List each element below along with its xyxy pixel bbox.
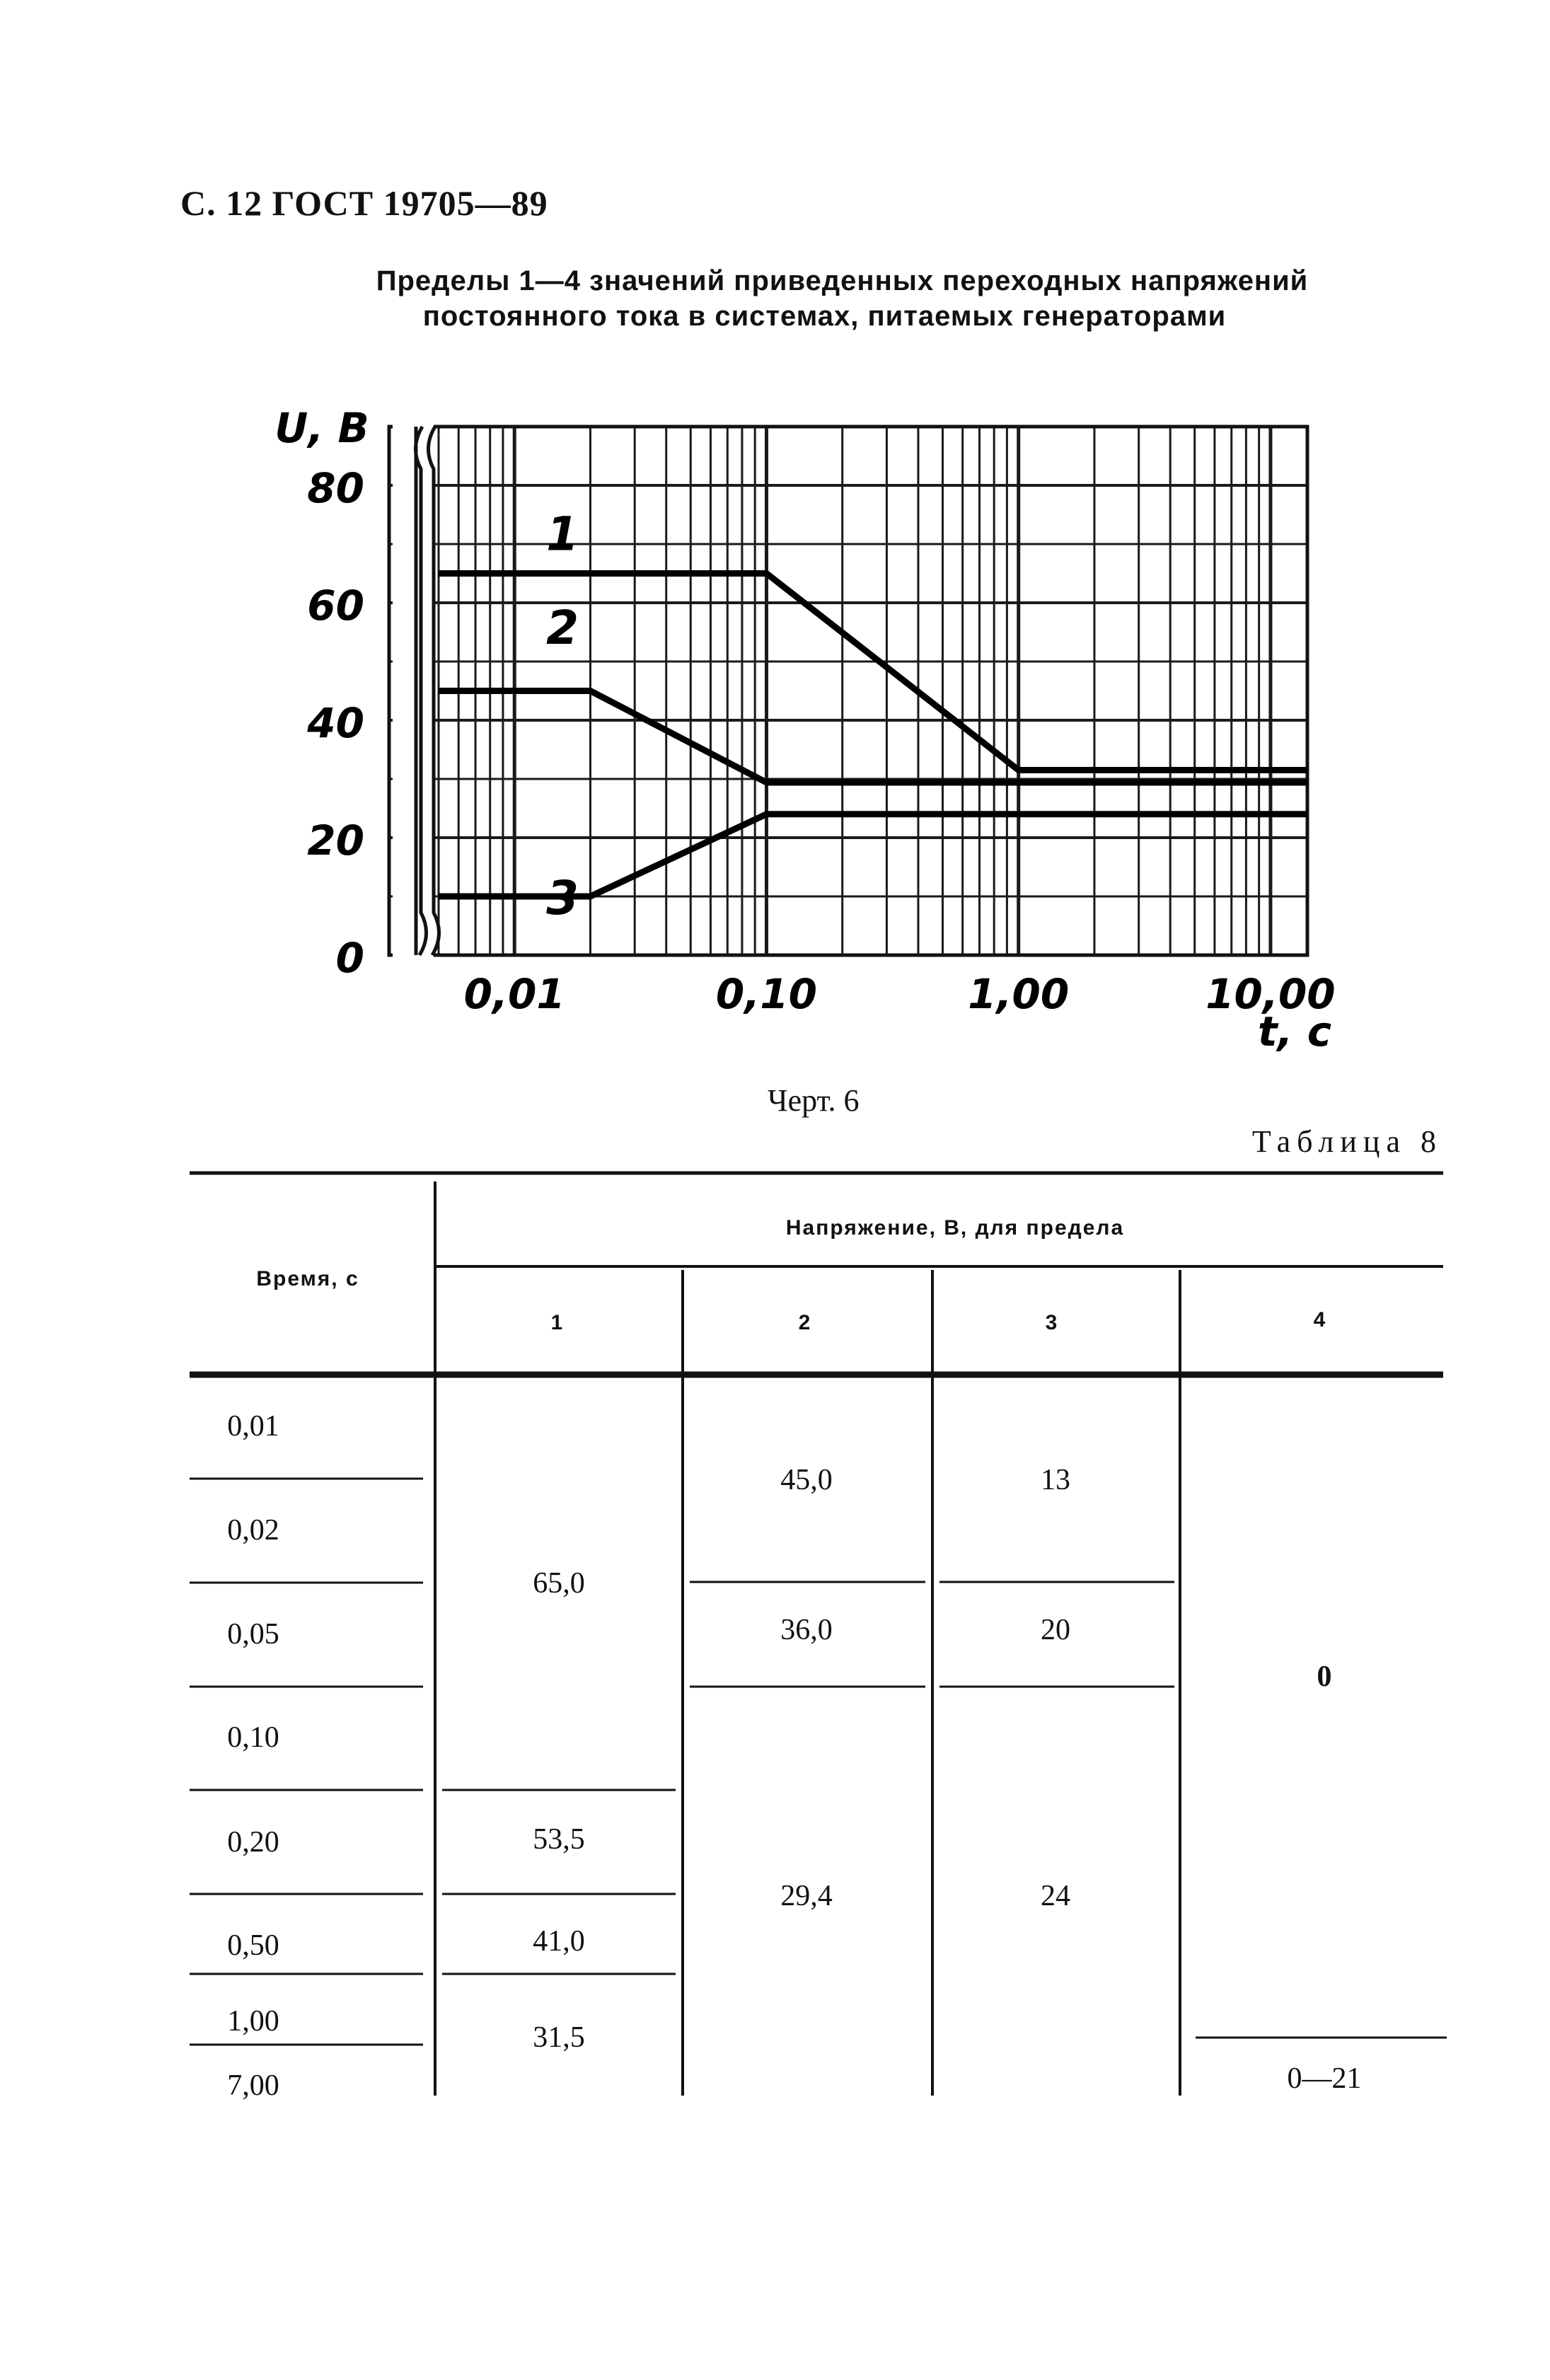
x-tick-label: 0,01 (463, 970, 565, 1018)
limit-header-2: 2 (798, 1311, 812, 1334)
limit-header-1: 1 (550, 1311, 565, 1334)
time-cell: 0,01 (227, 1410, 279, 1443)
time-cell: 0,10 (227, 1721, 279, 1754)
x-tick-label: 10,00 (1205, 970, 1336, 1018)
limit-3-cell: 20 (1041, 1614, 1070, 1646)
y-tick-label: 40 (307, 699, 364, 747)
limit-2-cell: 45,0 (780, 1464, 833, 1496)
y-tick-label: 60 (307, 582, 364, 630)
y-tick-label: 80 (307, 464, 364, 512)
time-cell: 7,00 (227, 2069, 279, 2102)
limit-2-cell: 36,0 (780, 1614, 833, 1646)
time-cell: 1,00 (227, 2005, 279, 2038)
time-header: Время, с (256, 1267, 359, 1290)
time-cell: 0,20 (227, 1826, 279, 1859)
limit-header-3: 3 (1045, 1311, 1059, 1334)
limit-4-cell: 0—21 (1287, 2062, 1362, 2095)
voltage-header: Напряжение, В, для предела (785, 1216, 1125, 1240)
y-axis-label: U, B (274, 404, 369, 452)
time-cell: 0,50 (227, 1929, 279, 1962)
page-header: С. 12 ГОСТ 19705—89 (180, 183, 548, 223)
y-tick-label: 0 (335, 934, 364, 982)
limit-1-cell: 41,0 (533, 1925, 585, 1958)
table-label: Таблица 8 (1251, 1124, 1442, 1159)
y-tick-label: 20 (307, 816, 364, 865)
limit-4-cell: 0 (1317, 1660, 1332, 1693)
time-cell: 0,02 (227, 1514, 279, 1547)
series-label-1: 1 (546, 507, 579, 562)
limit-1-cell: 65,0 (533, 1567, 585, 1600)
limit-2-cell: 29,4 (780, 1880, 833, 1912)
limit-3-cell: 13 (1041, 1464, 1070, 1496)
time-cell: 0,05 (227, 1618, 279, 1651)
x-axis-label: t, c (1257, 1007, 1332, 1056)
limit-header-4: 4 (1313, 1308, 1327, 1331)
chart-title-line-1: Пределы 1—4 значений приведенных переходных напряжений (376, 265, 1309, 296)
x-tick-label: 0,10 (715, 970, 818, 1018)
x-tick-label: 1,00 (968, 970, 1070, 1018)
chart-title-line-2: постоянного тока в системах, питаемых генераторами (422, 301, 1227, 332)
series-label-3: 3 (546, 870, 579, 925)
limit-1-cell: 53,5 (533, 1823, 585, 1856)
limit-3-cell: 24 (1041, 1880, 1070, 1912)
figure-caption: Черт. 6 (768, 1083, 860, 1118)
series-label-2: 2 (546, 601, 579, 656)
limit-1-cell: 31,5 (533, 2021, 585, 2054)
